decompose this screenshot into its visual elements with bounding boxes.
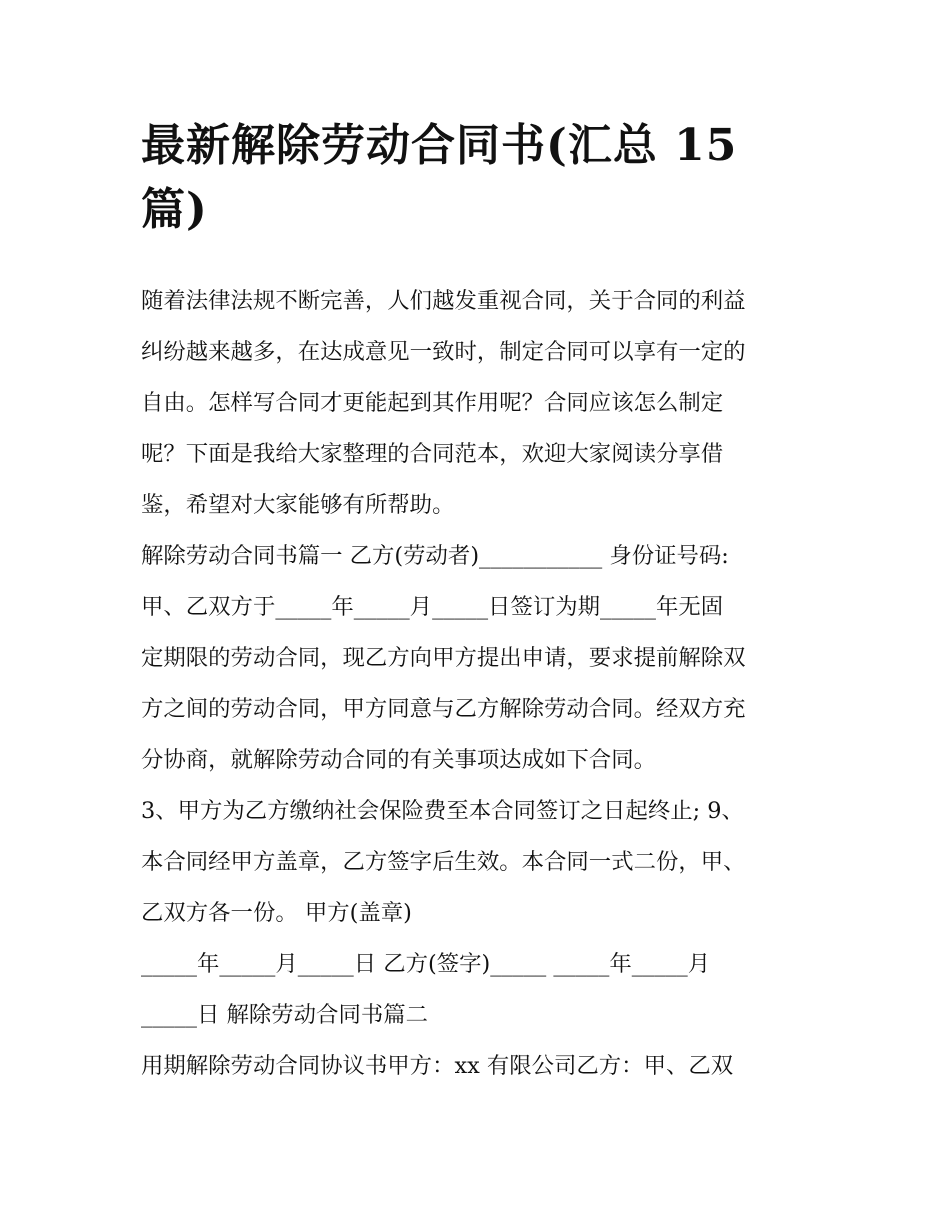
body-line-7: 甲、乙双方于_____年_____月_____日签订为期_____年无固: [141, 594, 724, 620]
body-line-6: 解除劳动合同书篇一 乙方(劳动者)___________ 身份证号码:: [141, 543, 729, 569]
title-line-2: 篇): [141, 184, 208, 235]
body-line-16: 用期解除劳动合同协议书甲方：xx 有限公司乙方：甲、乙双: [141, 1053, 734, 1079]
body-line-8: 定期限的劳动合同，现乙方向甲方提出申请，要求提前解除双: [141, 645, 746, 671]
body-line-4: 呢？下面是我给大家整理的合同范本，欢迎大家阅读分享借: [141, 441, 724, 467]
body-line-11: 3、甲方为乙方缴纳社会保险费至本合同签订之日起终止; 9、: [141, 798, 744, 824]
body-line-3: 自由。怎样写合同才更能起到其作用呢？合同应该怎么制定: [141, 390, 724, 416]
body-line-5: 鉴，希望对大家能够有所帮助。: [141, 492, 455, 518]
body-line-14: _____年_____月_____日 乙方(签字)_____ _____年_____月: [141, 951, 711, 977]
title-line-1: 最新解除劳动合同书(汇总 15: [141, 120, 738, 171]
body-line-1: 随着法律法规不断完善，人们越发重视合同，关于合同的利益: [141, 288, 746, 314]
body-line-9: 方之间的劳动合同，甲方同意与乙方解除劳动合同。经双方充: [141, 696, 746, 722]
document-body: [141, 276, 813, 1092]
body-line-13: 乙双方各一份。 甲方(盖章): [141, 900, 412, 926]
body-line-2: 纠纷越来越多，在达成意见一致时，制定合同可以享有一定的: [141, 339, 746, 365]
body-line-12: 本合同经甲方盖章，乙方签字后生效。本合同一式二份，甲、: [141, 849, 746, 875]
body-line-15: _____日 解除劳动合同书篇二: [141, 1002, 428, 1028]
body-line-10: 分协商，就解除劳动合同的有关事项达成如下合同。: [141, 747, 656, 773]
document-title: [141, 114, 811, 242]
